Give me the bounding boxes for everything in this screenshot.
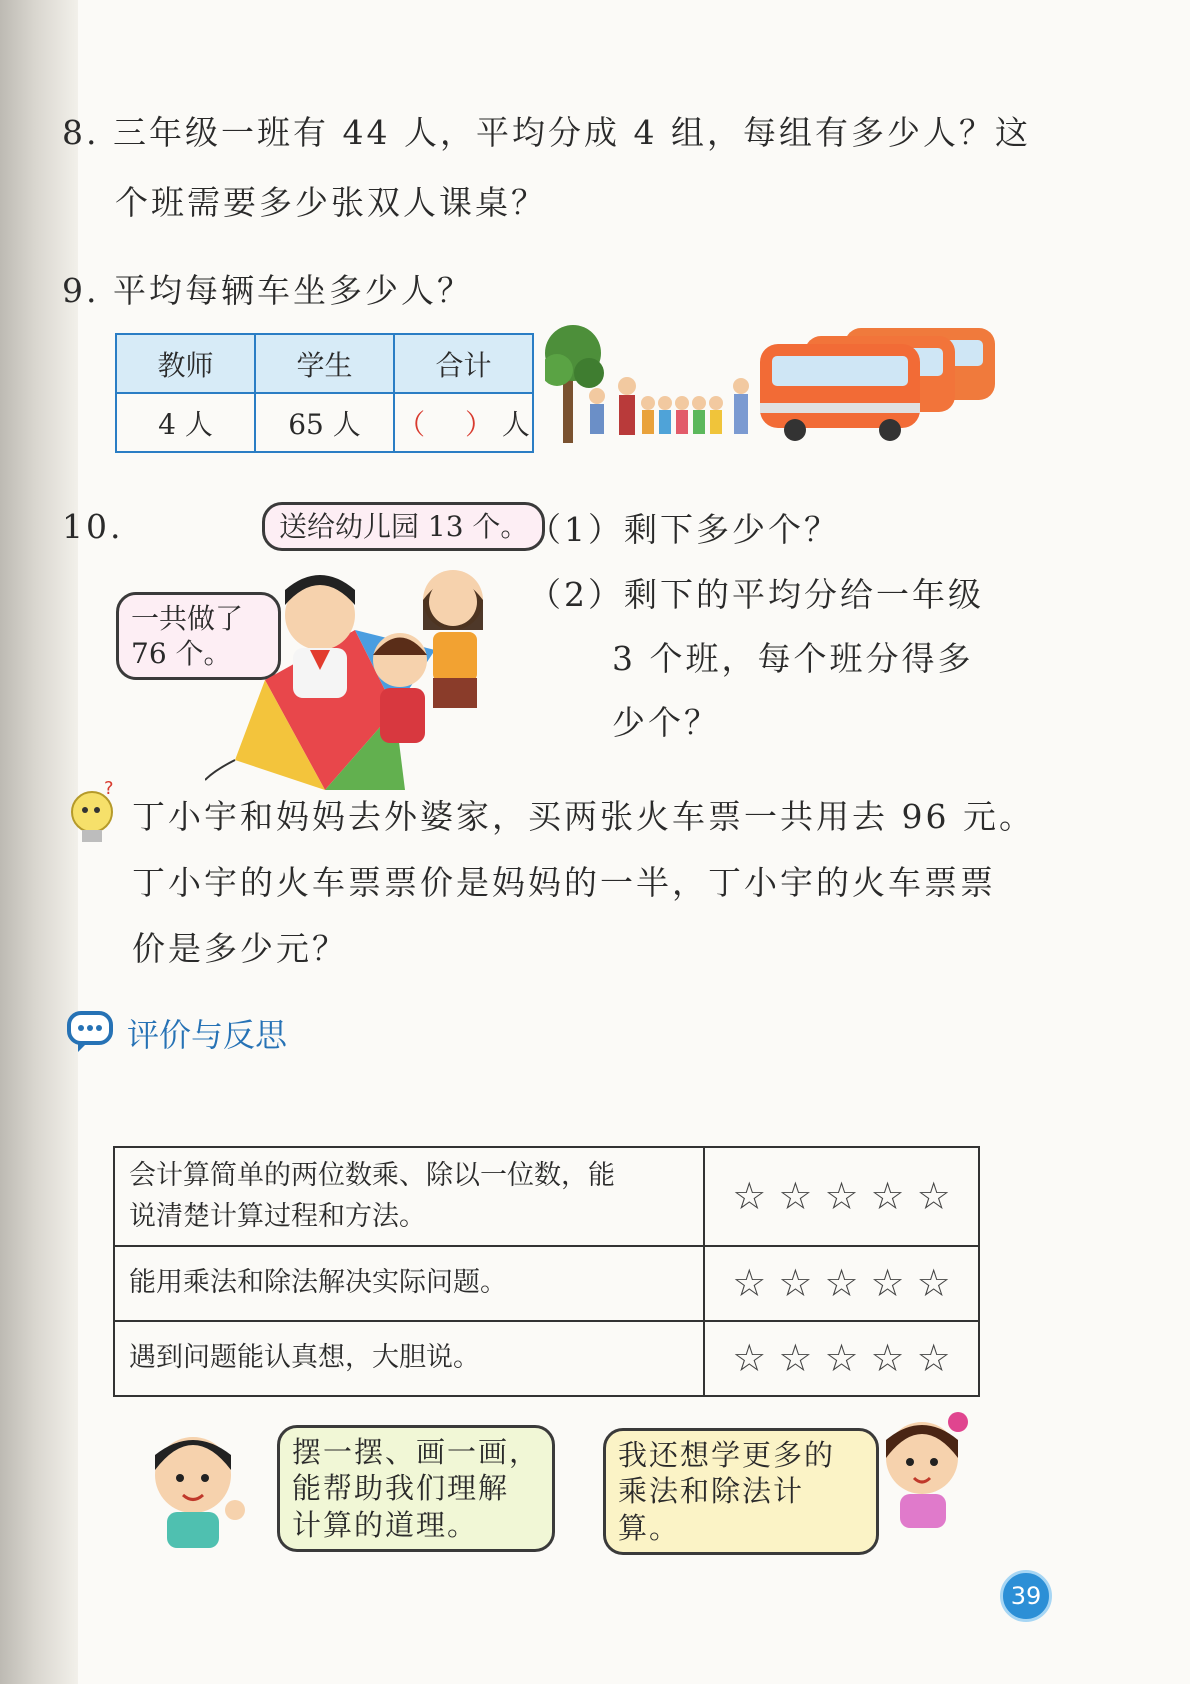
star-icon[interactable]: ☆ xyxy=(870,1261,905,1305)
star-icon[interactable]: ☆ xyxy=(778,1174,813,1218)
eval-text: 遇到问题能认真想，大胆说。 xyxy=(129,1342,480,1374)
star-icon[interactable]: ☆ xyxy=(824,1261,859,1305)
girl-icon xyxy=(423,570,483,708)
bubble-text: 我还想学更多的 xyxy=(618,1438,836,1472)
think-question-line: 价是多少元？ xyxy=(132,929,348,968)
question-number: 8. xyxy=(62,113,100,152)
blank-close-paren: ） xyxy=(464,407,493,441)
speech-bubble xyxy=(262,502,545,551)
table-header: 学生 xyxy=(255,334,394,393)
question-number: 9. xyxy=(62,271,100,310)
star-icon[interactable]: ☆ xyxy=(778,1336,813,1380)
school-trip-illustration xyxy=(545,318,1015,448)
table-header: 合计 xyxy=(394,334,533,393)
question-text-line: 平均每辆车坐多少人？ xyxy=(113,271,473,310)
star-icon[interactable]: ☆ xyxy=(778,1261,813,1305)
question-text-line: 三年级一班有 44 人，平均分成 4 组，每组有多少人？这 xyxy=(113,113,1031,152)
chat-bubble-icon xyxy=(66,1010,116,1054)
eval-text: 能用乘法和除法解决实际问题。 xyxy=(129,1267,507,1299)
speech-bubble xyxy=(277,1425,555,1552)
blank-open-paren: （ xyxy=(397,407,426,441)
star-icon[interactable]: ☆ xyxy=(870,1174,905,1218)
children-group-icon xyxy=(589,377,749,435)
bubble-text: 计算的道理。 xyxy=(292,1507,479,1542)
bubble-text: 能帮助我们理解 xyxy=(292,1471,510,1506)
star-icon[interactable]: ☆ xyxy=(732,1174,767,1218)
star-icon[interactable]: ☆ xyxy=(824,1336,859,1380)
star-icon[interactable]: ☆ xyxy=(916,1174,951,1218)
think-question-line: 丁小宇和妈妈去外婆家，买两张火车票一共用去 96 元。 xyxy=(132,797,1035,836)
bubble-text: 一共做了 xyxy=(131,602,244,635)
eval-criterion xyxy=(114,1321,704,1396)
star-icon[interactable]: ☆ xyxy=(732,1261,767,1305)
bubble-text: 乘法和除法计算。 xyxy=(618,1474,805,1545)
question-number: 10. xyxy=(62,507,124,546)
blank-unit: 人 xyxy=(501,407,530,441)
speech-bubble xyxy=(603,1428,879,1555)
star-icon[interactable]: ☆ xyxy=(870,1336,905,1380)
table-row xyxy=(114,1246,979,1321)
section-title: 评价与反思 xyxy=(127,1016,288,1054)
people-table xyxy=(115,333,534,453)
boy-icon xyxy=(285,575,355,698)
sub-question-2-line: 少个？ xyxy=(612,703,720,742)
table-header: 教师 xyxy=(116,334,255,393)
question-text-line: 个班需要多少张双人课桌？ xyxy=(115,183,547,222)
eval-criterion xyxy=(114,1246,704,1321)
table-cell: 4 人 xyxy=(116,393,255,452)
sub-question-2-line: 3 个班，每个班分得多 xyxy=(612,639,974,678)
star-icon[interactable]: ☆ xyxy=(916,1261,951,1305)
sub-question-1: （1）剩下多少个？ xyxy=(528,510,840,549)
sub-question-2: （2）剩下的平均分给一年级 xyxy=(528,575,984,614)
star-icon[interactable]: ☆ xyxy=(916,1336,951,1380)
eval-criterion xyxy=(114,1147,704,1246)
question-8 xyxy=(62,113,1031,152)
star-rating[interactable] xyxy=(704,1147,979,1246)
girl-avatar-icon xyxy=(870,1400,980,1530)
bubble-text: 76 个。 xyxy=(131,637,232,670)
table-row xyxy=(114,1147,979,1246)
bubble-text: 送给幼儿园 13 个。 xyxy=(279,510,529,543)
page-number: 39 xyxy=(1000,1570,1052,1622)
svg-text:?: ? xyxy=(104,780,114,799)
star-rating[interactable] xyxy=(704,1321,979,1396)
table-cell: 65 人 xyxy=(255,393,394,452)
eval-text: 说清楚计算过程和方法。 xyxy=(129,1200,426,1232)
bubble-text: 摆一摆、画一画， xyxy=(292,1435,541,1469)
boy-avatar-icon xyxy=(135,1420,255,1550)
star-icon[interactable]: ☆ xyxy=(732,1336,767,1380)
table-cell-blank xyxy=(394,393,533,452)
star-rating[interactable] xyxy=(704,1246,979,1321)
bus-icon xyxy=(760,344,920,441)
think-question-line: 丁小宇的火车票票价是妈妈的一半，丁小宇的火车票票 xyxy=(132,863,996,902)
star-icon[interactable]: ☆ xyxy=(824,1174,859,1218)
evaluation-table xyxy=(113,1146,980,1397)
table-row xyxy=(114,1321,979,1396)
lightbulb-icon xyxy=(64,780,124,850)
eval-text: 会计算简单的两位数乘、除以一位数，能 xyxy=(129,1160,615,1191)
question-9 xyxy=(62,271,473,310)
kids-making-kites-illustration xyxy=(205,560,515,810)
